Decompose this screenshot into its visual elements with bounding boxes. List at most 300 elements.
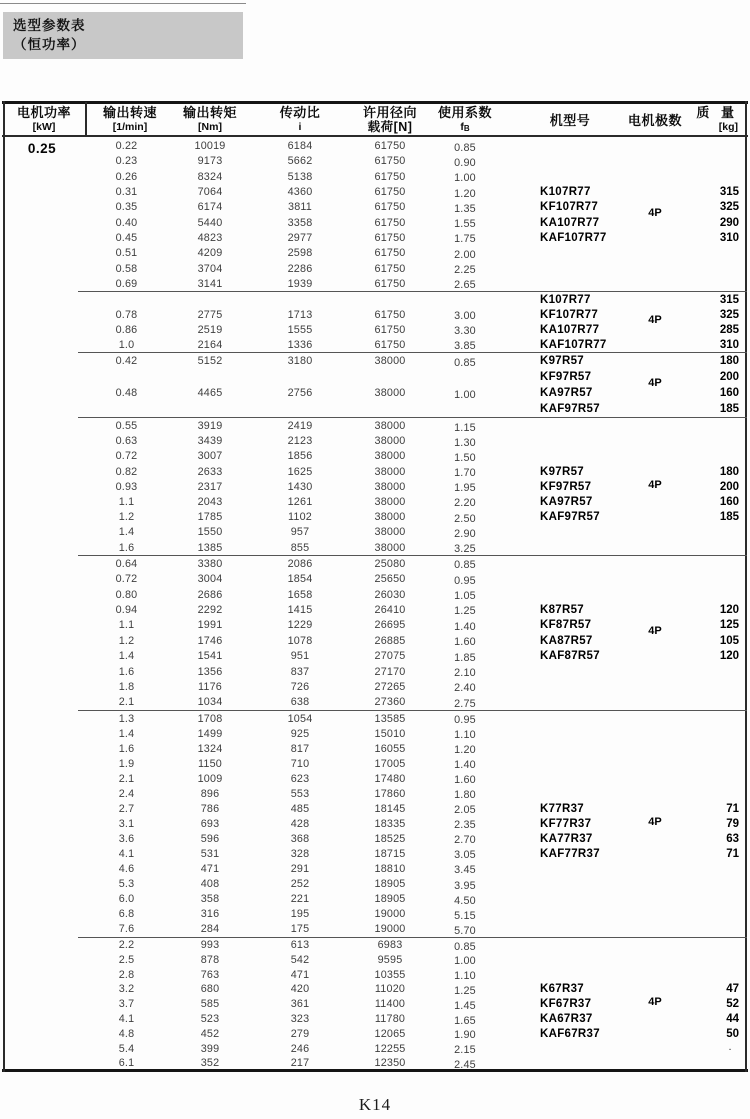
cell-ratio: 217 — [290, 1057, 310, 1070]
cell-weight: 325 — [719, 308, 739, 321]
cell-service-factor: 1.35 — [454, 202, 476, 215]
cell-ratio: 2286 — [287, 262, 313, 275]
cell-service-factor: 1.05 — [454, 590, 476, 603]
cell-service-factor: 1.40 — [454, 759, 476, 772]
cell-radial-load: 61750 — [374, 155, 406, 168]
cell-output-torque: 993 — [200, 939, 220, 952]
cell-service-factor: 1.10 — [454, 729, 476, 742]
column-header-label: 输出转矩 — [182, 105, 237, 120]
cell-model: KAF77R37 — [540, 847, 600, 860]
cell-output-speed: 0.35 — [115, 201, 138, 214]
table-group — [78, 292, 747, 353]
cell-radial-load: 61750 — [374, 170, 406, 183]
cell-service-factor: 3.30 — [454, 325, 476, 338]
cell-output-torque: 316 — [200, 908, 220, 921]
table-row — [78, 664, 747, 679]
cell-weight: 185 — [719, 403, 739, 416]
cell-output-torque: 4465 — [197, 387, 223, 400]
cell-output-torque: 1385 — [197, 541, 223, 554]
table-row — [78, 1012, 747, 1027]
cell-service-factor: 0.85 — [454, 559, 476, 572]
table-row — [78, 434, 747, 449]
cell-output-torque: 3919 — [197, 420, 223, 432]
cell-output-speed: 1.0 — [118, 338, 135, 351]
table-row — [78, 786, 747, 801]
table-row — [78, 741, 747, 756]
cell-radial-load: 19000 — [374, 923, 406, 936]
cell-output-torque: 3704 — [197, 262, 223, 275]
cell-output-torque: 10019 — [194, 140, 226, 153]
column-header-unit: i — [298, 121, 302, 133]
subscript: B — [463, 124, 470, 133]
column-header — [348, 105, 432, 134]
cell-ratio: 1261 — [287, 495, 313, 508]
table-header — [0, 103, 747, 136]
cell-radial-load: 11780 — [374, 1013, 406, 1026]
cell-ratio: 613 — [290, 939, 310, 952]
cell-output-torque: 2164 — [197, 338, 223, 351]
column-header — [168, 105, 252, 134]
cell-service-factor: 1.85 — [454, 651, 476, 664]
cell-radial-load: 16055 — [374, 742, 406, 755]
cell-radial-load: 25650 — [374, 573, 406, 586]
cell-output-torque: 352 — [200, 1057, 220, 1070]
cell-output-torque: 5152 — [197, 355, 223, 368]
cell-radial-load: 61750 — [374, 231, 406, 244]
cell-output-speed: 1.6 — [118, 742, 135, 755]
cell-service-factor: 2.50 — [454, 512, 476, 525]
cell-radial-load: 38000 — [374, 450, 406, 463]
cell-ratio: 1854 — [287, 573, 313, 586]
cell-radial-load: 18905 — [374, 893, 406, 906]
cell-service-factor: 2.45 — [454, 1058, 476, 1071]
cell-output-speed: 1.6 — [118, 665, 135, 678]
cell-output-speed: 0.72 — [115, 573, 138, 586]
cell-model: K87R57 — [540, 603, 584, 616]
cell-pole-count: 4P — [648, 478, 662, 491]
table-row — [78, 846, 747, 861]
cell-output-speed: 0.78 — [115, 308, 138, 321]
cell-ratio: 1856 — [287, 450, 313, 463]
cell-output-torque: 452 — [200, 1027, 220, 1040]
cell-service-factor: 0.95 — [454, 574, 476, 587]
cell-service-factor: 0.85 — [454, 356, 476, 369]
cell-weight: 180 — [719, 465, 739, 478]
column-header — [258, 105, 342, 134]
cell-ratio: 485 — [290, 802, 310, 815]
cell-ratio: 6184 — [287, 140, 313, 153]
cell-output-speed: 0.31 — [115, 186, 138, 199]
cell-ratio: 1430 — [287, 480, 313, 493]
cell-service-factor: 1.25 — [454, 984, 476, 997]
cell-output-speed: 0.45 — [115, 231, 138, 244]
table-group — [78, 938, 747, 1071]
table-row — [78, 184, 747, 199]
cell-output-torque: 471 — [200, 862, 220, 875]
cell-radial-load: 27265 — [374, 680, 406, 693]
cell-model: KA87R57 — [540, 634, 593, 647]
cell-service-factor: 1.00 — [454, 388, 476, 401]
cell-output-torque: 763 — [200, 968, 220, 981]
cell-radial-load: 38000 — [374, 526, 406, 539]
cell-output-torque: 1746 — [197, 634, 223, 647]
cell-weight: 200 — [719, 480, 739, 493]
cell-service-factor: 0.85 — [454, 940, 476, 953]
table-row — [78, 169, 747, 184]
cell-ratio: 2977 — [287, 231, 313, 244]
cell-radial-load: 38000 — [374, 511, 406, 524]
cell-ratio: 5138 — [287, 170, 313, 183]
cell-output-torque: 4209 — [197, 247, 223, 260]
motor-power-value: 0.25 — [27, 141, 57, 156]
cell-service-factor: 1.90 — [454, 1029, 476, 1042]
column-header-label: 电机极数 — [627, 113, 682, 128]
cell-output-speed: 1.1 — [118, 619, 135, 632]
cell-ratio: 837 — [290, 665, 310, 678]
title-box — [3, 12, 243, 59]
cell-pole-count: 4P — [648, 377, 662, 390]
cell-weight: 315 — [719, 186, 739, 199]
table-row — [78, 679, 747, 694]
table-row — [78, 418, 747, 433]
table-row — [78, 1041, 747, 1056]
cell-output-speed: 0.40 — [115, 216, 138, 229]
cell-radial-load: 27360 — [374, 696, 406, 709]
cell-service-factor: 3.05 — [454, 849, 476, 862]
cell-output-speed: 0.48 — [115, 387, 138, 400]
cell-radial-load: 38000 — [374, 387, 406, 400]
cell-output-speed: 2.8 — [118, 968, 135, 981]
table-row — [78, 726, 747, 741]
cell-service-factor: 1.95 — [454, 482, 476, 495]
cell-service-factor: 2.10 — [454, 667, 476, 680]
cell-output-speed: 1.3 — [118, 712, 135, 725]
cell-output-torque: 786 — [200, 802, 220, 815]
cell-ratio: 2419 — [287, 420, 313, 432]
cell-model: K97R57 — [540, 465, 584, 478]
cell-output-torque: 1991 — [197, 619, 223, 632]
table-body — [78, 139, 747, 1071]
cell-service-factor: 2.15 — [454, 1044, 476, 1057]
cell-ratio: 1078 — [287, 634, 313, 647]
cell-output-speed: 2.4 — [118, 787, 135, 800]
cell-ratio: 428 — [290, 817, 310, 830]
cell-model: K77R37 — [540, 802, 584, 815]
cell-output-torque: 3141 — [197, 277, 223, 290]
cell-service-factor: 1.65 — [454, 1014, 476, 1027]
cell-output-torque: 1150 — [197, 757, 223, 770]
cell-model: KF107R77 — [540, 308, 599, 321]
cell-output-speed: 0.63 — [115, 435, 138, 448]
cell-output-speed: 7.6 — [118, 923, 135, 936]
cell-output-speed: 4.6 — [118, 862, 135, 875]
cell-output-speed: 1.8 — [118, 680, 135, 693]
cell-output-torque: 8324 — [197, 170, 223, 183]
cell-output-torque: 523 — [200, 1013, 220, 1026]
cell-output-torque: 9173 — [197, 155, 223, 168]
cell-radial-load: 18905 — [374, 878, 406, 891]
cell-service-factor: 1.45 — [454, 999, 476, 1012]
cell-weight: 50 — [726, 1027, 739, 1040]
cell-output-torque: 680 — [200, 983, 220, 996]
cell-service-factor: 1.10 — [454, 970, 476, 983]
table-row — [78, 464, 747, 479]
cell-radial-load: 17005 — [374, 757, 406, 770]
cell-model: K67R37 — [540, 983, 584, 996]
cell-output-speed: 1.1 — [118, 495, 135, 508]
table-row — [78, 494, 747, 509]
column-header-unit: [kg] — [718, 121, 738, 133]
column-header-unit: 载荷[N] — [367, 120, 413, 134]
cell-ratio: 2086 — [287, 557, 313, 570]
cell-radial-load: 19000 — [374, 908, 406, 921]
table-row — [78, 292, 747, 307]
cell-output-speed: 1.4 — [118, 650, 135, 663]
cell-ratio: 1713 — [287, 308, 313, 321]
table-row — [78, 401, 747, 417]
cell-output-torque: 3007 — [197, 450, 223, 463]
cell-output-speed: 4.1 — [118, 1013, 135, 1026]
cell-radial-load: 6983 — [377, 939, 403, 952]
cell-radial-load: 27075 — [374, 650, 406, 663]
cell-output-speed: 0.22 — [115, 140, 138, 153]
cell-model: K107R77 — [540, 186, 591, 199]
cell-output-torque: 693 — [200, 817, 220, 830]
cell-radial-load: 38000 — [374, 465, 406, 478]
table-group — [78, 353, 747, 418]
cell-output-torque: 6174 — [197, 201, 223, 214]
cell-radial-load: 61750 — [374, 338, 406, 351]
cell-ratio: 1102 — [287, 511, 313, 524]
cell-weight: 180 — [719, 355, 739, 368]
cell-output-torque: 358 — [200, 893, 220, 906]
cell-ratio: 1415 — [287, 603, 313, 616]
cell-radial-load: 26030 — [374, 588, 406, 601]
cell-service-factor: 2.90 — [454, 527, 476, 540]
cell-weight: 310 — [719, 338, 739, 351]
cell-output-torque: 2519 — [197, 323, 223, 336]
cell-model: KAF97R57 — [540, 403, 600, 416]
table-row — [78, 756, 747, 771]
cell-radial-load: 12255 — [374, 1042, 406, 1055]
cell-service-factor: 2.40 — [454, 682, 476, 695]
cell-output-speed: 0.82 — [115, 465, 138, 478]
table-row — [78, 587, 747, 602]
cell-service-factor: 3.45 — [454, 864, 476, 877]
table-row — [78, 801, 747, 816]
cell-pole-count: 4P — [648, 625, 662, 638]
cell-radial-load: 61750 — [374, 277, 406, 290]
cell-model: KA97R57 — [540, 495, 593, 508]
cell-model: K107R77 — [540, 293, 591, 306]
cell-radial-load: 38000 — [374, 495, 406, 508]
cell-model: KF77R37 — [540, 817, 592, 830]
cell-radial-load: 25080 — [374, 557, 406, 570]
column-header-label: 使用系数 — [437, 105, 492, 120]
cell-output-speed: 2.5 — [118, 953, 135, 966]
cell-output-speed: 2.1 — [118, 696, 135, 709]
cell-service-factor: 2.00 — [454, 248, 476, 261]
column-header-label: 电机功率 — [16, 105, 71, 120]
cell-ratio: 3811 — [287, 201, 313, 214]
cell-output-speed: 1.2 — [118, 634, 135, 647]
cell-output-torque: 2633 — [197, 465, 223, 478]
cell-ratio: 4360 — [287, 186, 313, 199]
cell-weight: 52 — [726, 998, 739, 1011]
table-row — [78, 892, 747, 907]
cell-output-speed: 4.1 — [118, 847, 135, 860]
cell-output-torque: 878 — [200, 953, 220, 966]
cell-radial-load: 15010 — [374, 727, 406, 740]
cell-ratio: 817 — [290, 742, 310, 755]
cell-ratio: 252 — [290, 878, 310, 891]
cell-service-factor: 3.00 — [454, 310, 476, 323]
cell-model: KF87R57 — [540, 619, 592, 632]
table-row — [78, 967, 747, 982]
cell-output-speed: 0.93 — [115, 480, 138, 493]
cell-output-speed: 0.69 — [115, 277, 138, 290]
cell-model: KF67R37 — [540, 998, 592, 1011]
cell-ratio: 726 — [290, 680, 310, 693]
cell-radial-load: 13585 — [374, 712, 406, 725]
cell-model: KAF97R57 — [540, 511, 600, 524]
cell-output-speed: 5.3 — [118, 878, 135, 891]
cell-output-speed: 1.2 — [118, 511, 135, 524]
cell-radial-load: 12350 — [374, 1057, 406, 1070]
cell-radial-load: 26695 — [374, 619, 406, 632]
table-row — [78, 982, 747, 997]
column-header — [423, 105, 507, 135]
table-row — [78, 938, 747, 953]
cell-ratio: 1229 — [287, 619, 313, 632]
cell-ratio: 957 — [290, 526, 310, 539]
cell-weight: 325 — [719, 201, 739, 214]
cell-output-torque: 3004 — [197, 573, 223, 586]
table-row — [78, 571, 747, 586]
table-row — [78, 695, 747, 710]
cell-output-speed: 2.7 — [118, 802, 135, 815]
cell-ratio: 323 — [290, 1013, 310, 1026]
cell-weight: 120 — [719, 650, 739, 663]
cell-output-speed: 0.23 — [115, 155, 138, 168]
cell-service-factor: 0.90 — [454, 156, 476, 169]
cell-weight: 79 — [726, 817, 739, 830]
column-header-label: 传动比 — [279, 105, 321, 120]
cell-ratio: 291 — [290, 862, 310, 875]
cell-radial-load: 61750 — [374, 262, 406, 275]
table-row — [78, 877, 747, 892]
table-row — [78, 353, 747, 369]
cell-model: KA77R37 — [540, 832, 593, 845]
cell-output-speed: 1.9 — [118, 757, 135, 770]
cell-service-factor: 1.00 — [454, 172, 476, 185]
cell-radial-load: 61750 — [374, 140, 406, 153]
stray-dot: . — [728, 1041, 732, 1053]
cell-weight: 71 — [726, 847, 739, 860]
cell-service-factor: 2.75 — [454, 697, 476, 710]
cell-output-torque: 1176 — [197, 680, 223, 693]
cell-service-factor: 1.15 — [454, 421, 476, 434]
cell-output-speed: 0.51 — [115, 247, 138, 260]
cell-output-torque: 896 — [200, 787, 220, 800]
table-group — [78, 556, 747, 711]
cell-service-factor: 5.70 — [454, 924, 476, 937]
cell-weight: 71 — [726, 802, 739, 815]
cell-radial-load: 61750 — [374, 308, 406, 321]
cell-ratio: 855 — [290, 541, 310, 554]
cell-radial-load: 9595 — [377, 953, 403, 966]
cell-service-factor: 3.25 — [454, 543, 476, 555]
cell-service-factor: 2.20 — [454, 497, 476, 510]
cell-output-speed: 0.26 — [115, 170, 138, 183]
cell-radial-load: 17480 — [374, 772, 406, 785]
cell-output-torque: 596 — [200, 832, 220, 845]
cell-pole-count: 4P — [648, 314, 662, 327]
cell-model: KAF107R77 — [540, 231, 607, 244]
column-header-unit: [kW] — [32, 121, 56, 133]
cell-radial-load: 61750 — [374, 186, 406, 199]
column-header-label: 输出转速 — [102, 105, 157, 120]
cell-radial-load: 12065 — [374, 1027, 406, 1040]
cell-service-factor: 1.70 — [454, 467, 476, 480]
cell-service-factor: 1.30 — [454, 436, 476, 449]
cell-radial-load: 61750 — [374, 323, 406, 336]
cell-output-speed: 2.1 — [118, 772, 135, 785]
cell-ratio: 1336 — [287, 338, 313, 351]
cell-model: KF107R77 — [540, 201, 599, 214]
cell-weight: 185 — [719, 511, 739, 524]
cell-model: KA67R37 — [540, 1013, 593, 1026]
cell-ratio: 328 — [290, 847, 310, 860]
cell-radial-load: 38000 — [374, 541, 406, 554]
cell-ratio: 3180 — [287, 355, 313, 368]
cell-output-torque: 3380 — [197, 557, 223, 570]
table-row — [78, 154, 747, 169]
cell-service-factor: 0.85 — [454, 141, 476, 154]
cell-model: KF97R57 — [540, 371, 592, 384]
cell-radial-load: 18715 — [374, 847, 406, 860]
cell-radial-load: 18525 — [374, 832, 406, 845]
cell-output-torque: 1785 — [197, 511, 223, 524]
cell-ratio: 279 — [290, 1027, 310, 1040]
cell-output-torque: 2775 — [197, 308, 223, 321]
cell-weight: 44 — [726, 1013, 739, 1026]
cell-ratio: 368 — [290, 832, 310, 845]
cell-ratio: 925 — [290, 727, 310, 740]
cell-radial-load: 61750 — [374, 216, 406, 229]
page-number: K14 — [358, 1095, 392, 1114]
cell-ratio: 1939 — [287, 277, 313, 290]
column-header — [682, 105, 742, 134]
cell-ratio: 361 — [290, 998, 310, 1011]
cell-ratio: 1625 — [287, 465, 313, 478]
cell-radial-load: 27170 — [374, 665, 406, 678]
cell-weight: 200 — [719, 371, 739, 384]
column-header-label: 许用径向 — [362, 105, 417, 120]
cell-ratio: 542 — [290, 953, 310, 966]
cell-weight: 285 — [719, 323, 739, 336]
cell-service-factor: 1.60 — [454, 636, 476, 649]
cell-output-torque: 3439 — [197, 435, 223, 448]
table-row — [78, 711, 747, 726]
cell-ratio: 420 — [290, 983, 310, 996]
column-header-label: 机型号 — [549, 113, 591, 128]
table-row — [78, 953, 747, 968]
column-header — [0, 105, 88, 134]
cell-output-speed: 0.55 — [115, 420, 138, 432]
cell-output-speed: 1.4 — [118, 727, 135, 740]
page-title-line1: 选型参数表 — [13, 18, 86, 33]
